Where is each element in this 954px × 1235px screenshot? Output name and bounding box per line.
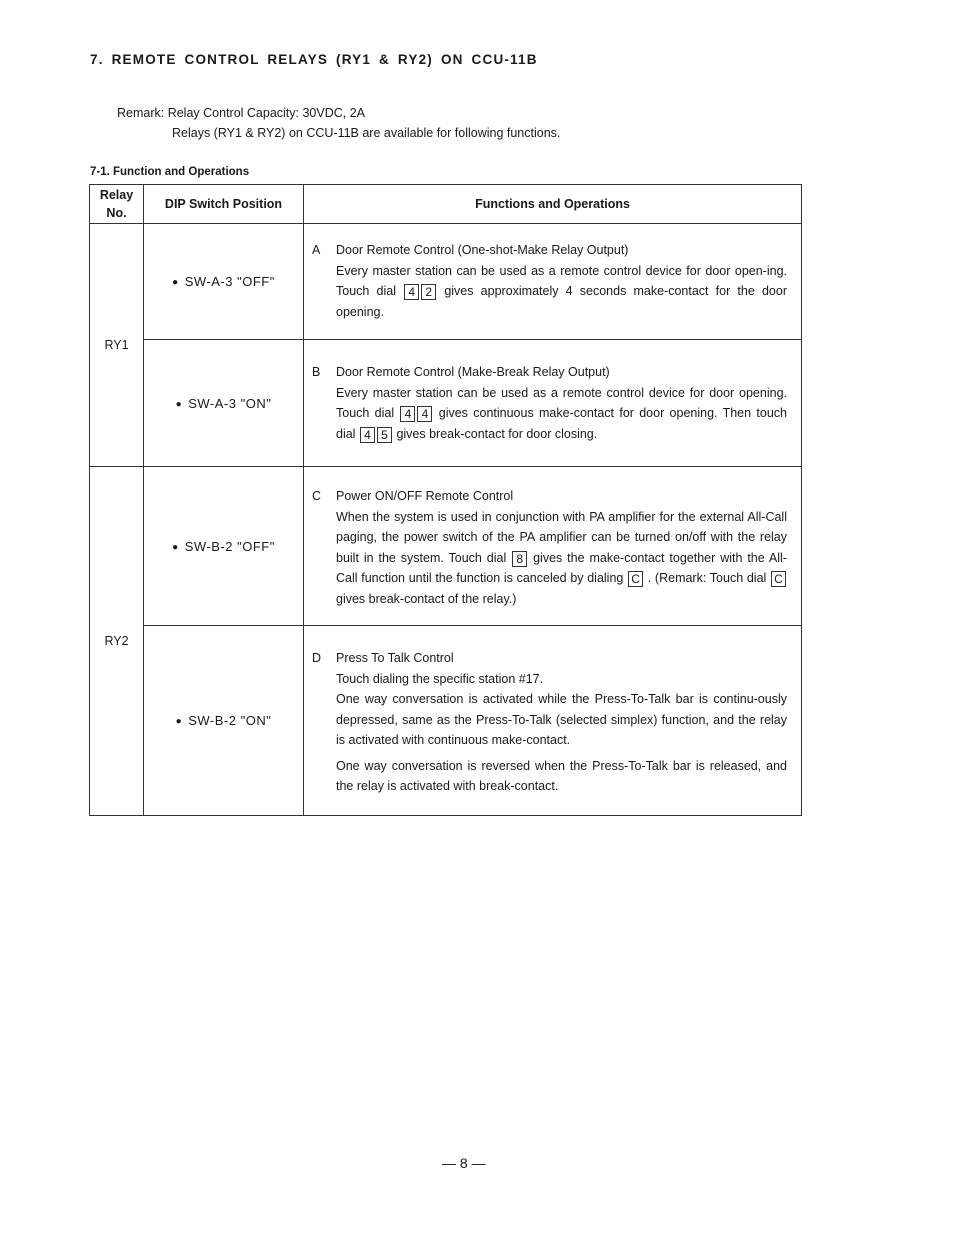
bullet-icon: ● <box>175 398 183 410</box>
function-letter: A <box>312 243 321 257</box>
dial-key: 4 <box>400 406 415 422</box>
function-description: Every master station can be used as a remote control device for door opening. Touch dial 4 4 gives continuous make-contact for door opening. Then touch dial 4 5 gives break-contact for door closing. <box>336 385 787 442</box>
subsection-heading: 7-1. Function and Operations <box>90 166 250 178</box>
dial-key: 4 <box>404 284 419 300</box>
function-cell <box>304 467 802 626</box>
dial-key: 4 <box>360 427 375 443</box>
function-title: Door Remote Control (Make-Break Relay Output) <box>336 365 610 379</box>
table-row <box>90 467 802 626</box>
bullet-icon: ● <box>175 716 183 727</box>
bullet-icon: ● <box>172 277 179 288</box>
function-description: When the system is used in conjunction with PA amplifier for the external All-Call paging, the power switch of the PA amplifier can be turned on/off with the relay built in the system. Touch dial 8 gives the make-contact together with the All-Call function until the function is canceled by dialing C . (Remark: Touch dial C gives break-contact of the relay.) <box>336 509 787 606</box>
function-letter: B <box>312 365 321 379</box>
function-paragraph: One way conversation is activated while the Press-To-Talk bar is continu-ously depressed, same as the Press-To-Talk (selected simplex) function, and the relay is activated with continuous make-contact. <box>336 692 787 747</box>
dial-key: C <box>628 571 643 587</box>
section-heading: 7. REMOTE CONTROL RELAYS (RY1 & RY2) ON CCU-11B <box>90 52 538 67</box>
page-number: — 8 — <box>442 1155 486 1171</box>
function-paragraph: Touch dialing the specific station #17. <box>336 671 544 686</box>
function-title: Door Remote Control (One-shot-Make Relay Output) <box>336 243 629 257</box>
function-cell <box>304 626 802 816</box>
table-row <box>90 224 802 340</box>
table-header-row <box>90 185 802 224</box>
dial-key: C <box>771 571 786 587</box>
dip-cell: ● SW-B-2 "ON" <box>144 626 304 816</box>
dial-key: 2 <box>421 284 436 300</box>
dial-key: 5 <box>377 427 392 443</box>
relay-function-table <box>89 184 802 816</box>
header-functions: Functions and Operations <box>304 185 802 224</box>
function-description: Every master station can be used as a remote control device for door open-ing. Touch dial 4 2 gives approximately 4 seconds make-contact for the door opening. <box>336 263 787 319</box>
bullet-icon: ● <box>172 541 179 553</box>
function-paragraph: One way conversation is reversed when the Press-To-Talk bar is released, and the relay is activated with break-contact. <box>336 758 787 793</box>
table-row <box>90 340 802 467</box>
remark-line-1: Remark: Relay Control Capacity: 30VDC, 2A <box>117 106 366 120</box>
function-cell <box>304 340 802 467</box>
header-dip-switch: DIP Switch Position <box>144 185 304 224</box>
table-row <box>90 626 802 816</box>
function-letter: D <box>312 651 322 665</box>
dip-cell: ● SW-A-3 "OFF" <box>144 224 304 340</box>
relay-cell-ry2: RY2 <box>90 467 144 816</box>
function-letter: C <box>312 489 322 503</box>
relay-cell-ry1: RY1 <box>90 224 144 467</box>
dip-cell: ● SW-A-3 "ON" <box>144 340 304 467</box>
header-relay-no: Relay No. <box>90 185 144 224</box>
function-title: Press To Talk Control <box>336 651 454 665</box>
dip-cell: ● SW-B-2 "OFF" <box>144 467 304 626</box>
dial-key: 8 <box>512 551 527 567</box>
function-title: Power ON/OFF Remote Control <box>336 489 514 503</box>
remark-line-2: Relays (RY1 & RY2) on CCU-11B are available for following functions. <box>172 125 561 140</box>
dial-key: 4 <box>417 406 432 422</box>
remark-block <box>117 104 560 143</box>
function-cell <box>304 224 802 340</box>
